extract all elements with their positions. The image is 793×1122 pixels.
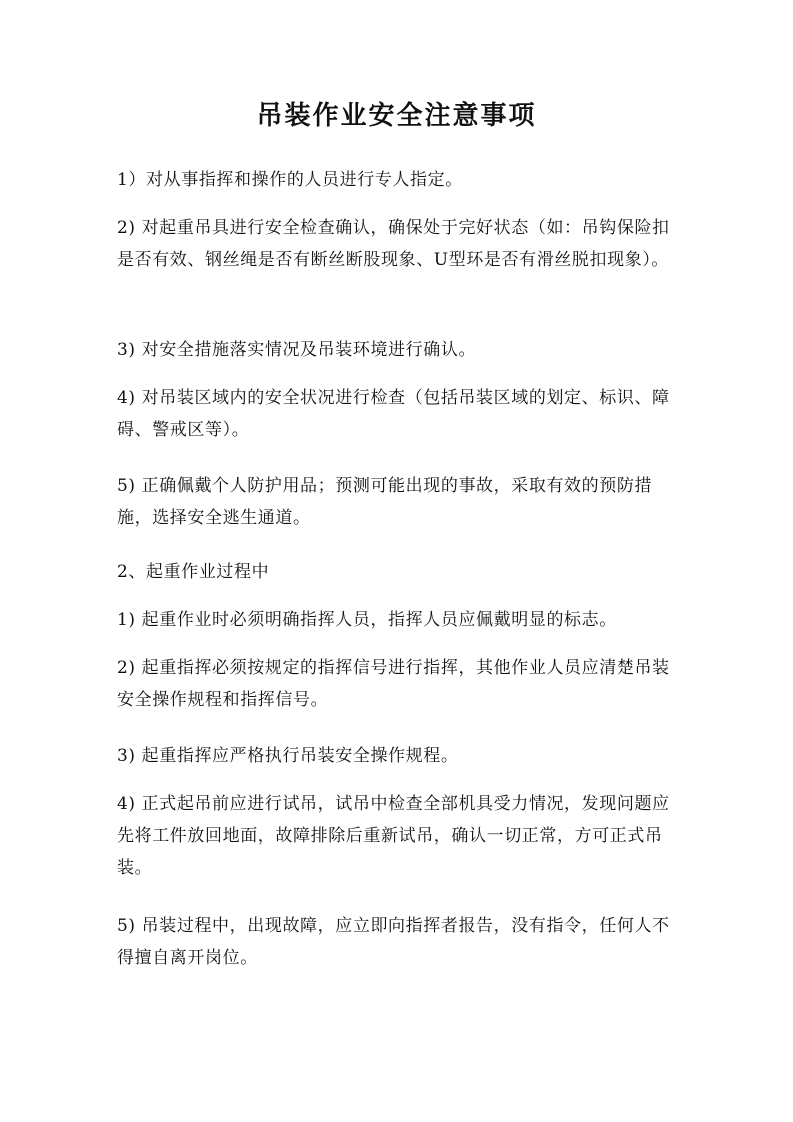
paragraph-process-3: 3) 起重指挥应严格执行吊装安全操作规程。 — [117, 746, 459, 766]
paragraph-process-5: 5) 吊装过程中，出现故障，应立即向指挥者报告，没有指令，任何人不得擅自离开岗位。 — [117, 916, 670, 968]
section-heading-lifting-process: 2、起重作业过程中 — [117, 562, 270, 582]
paragraph-process-1: 1) 起重作业时必须明确指挥人员，指挥人员应佩戴明显的标志。 — [117, 610, 617, 630]
paragraph-prep-5: 5) 正确佩戴个人防护用品；预测可能出现的事故，采取有效的预防措施，选择安全逃生通道。 — [117, 476, 653, 528]
document-title: 吊装作业安全注意事项 — [256, 101, 537, 131]
paragraph-prep-1: 1）对从事指挥和操作的人员进行专人指定。 — [117, 170, 463, 190]
paragraph-process-4: 4) 正式起吊前应进行试吊，试吊中检查全部机具受力情况，发现问题应先将工件放回地面，故障排除后重新试吊，确认一切正常，方可正式吊装。 — [117, 794, 670, 878]
paragraph-prep-4: 4) 对吊装区域内的安全状况进行检查（包括吊装区域的划定、标识、障碍、警戒区等）。 — [117, 388, 670, 440]
paragraph-prep-2: 2) 对起重吊具进行安全检查确认，确保处于完好状态（如：吊钩保险扣是否有效、钢丝绳是否有断丝断股现象、U型环是否有滑丝脱扣现象）。 — [117, 218, 670, 270]
paragraph-prep-3: 3) 对安全措施落实情况及吊装环境进行确认。 — [117, 340, 477, 360]
paragraph-process-2: 2) 起重指挥必须按规定的指挥信号进行指挥，其他作业人员应清楚吊装安全操作规程和指挥信号。 — [117, 658, 670, 710]
